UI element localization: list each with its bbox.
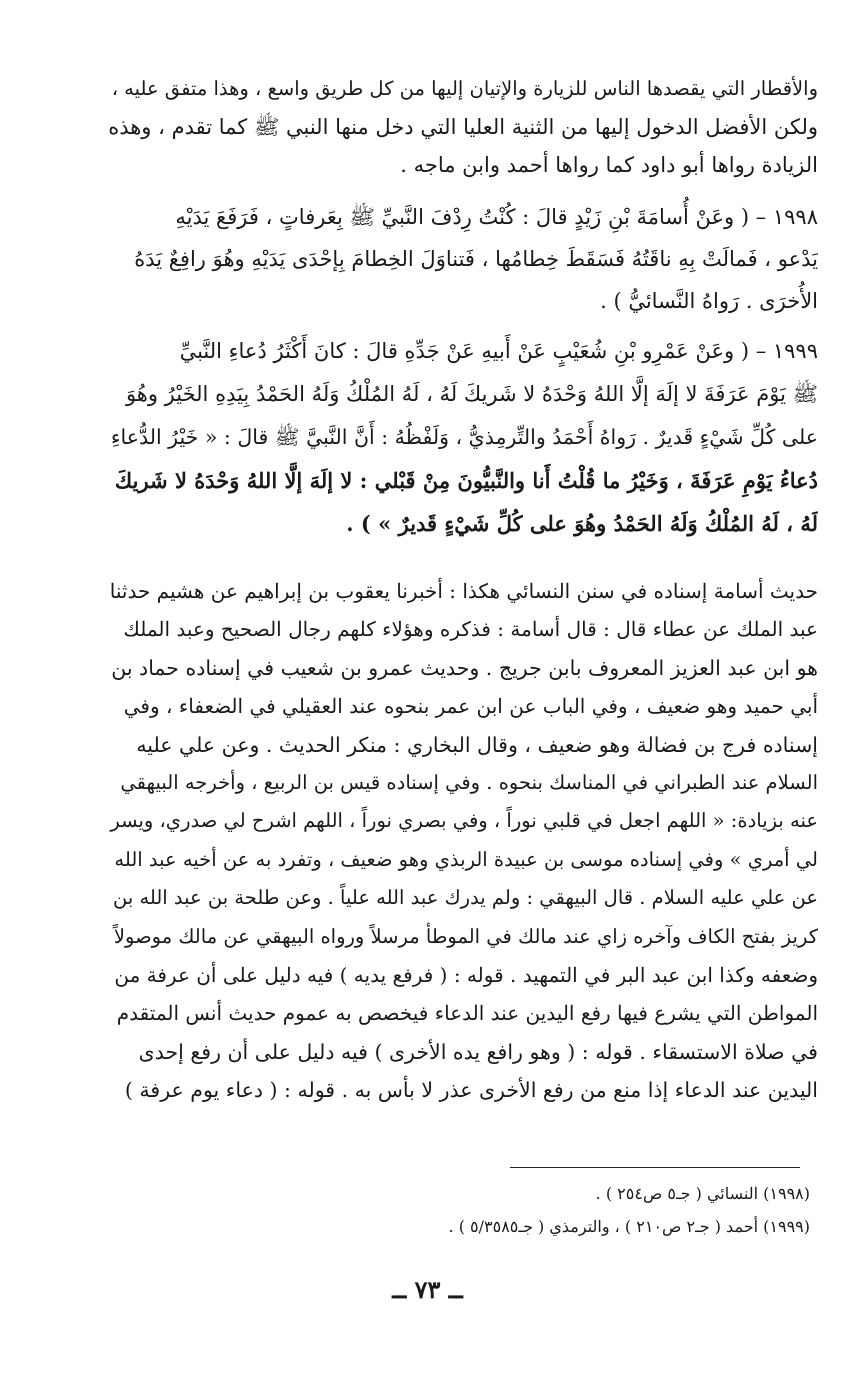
commentary-line: اليدين عند الدعاء إذا منع من رفع الأخرى عذر لا بأس به . قوله : ( دعاء يوم عرفة ) (124, 1078, 818, 1103)
commentary-line: السلام عند الطبراني في المناسك بنحوه . وفي إسناده قيس بن الربيع ، وأخرجه البيهقي (120, 770, 818, 794)
commentary-line: عبد الملك عن عطاء قال : قال أسامة : فذكره وهؤلاء كلهم رجال الصحيح وعبد الملك (123, 617, 818, 642)
commentary-line: هو ابن عبد العزيز المعروف بابن جريج . وحديث عمرو بن شعيب في إسناده حماد بن (111, 655, 818, 680)
intro-paragraph (108, 70, 818, 184)
commentary-line: كريز بفتح الكاف وآخره زاي عند مالك في الموطأ مرسلاً ورواه البيهقي عن مالك موصولاً (113, 924, 818, 948)
hadith-line: الأُخرَى . رَواهُ النَّسائيُّ ) . (600, 289, 818, 313)
hadith-line: ١٩٩٩ – ( وعَنْ عَمْرِو بْنِ شُعَيْبٍ عَنْ أَبيهِ عَنْ جَدِّهِ قالَ : كانَ أَكْثَرُ دُعاءِ النَّبيِّ (179, 339, 818, 363)
commentary-line: إسناده فرج بن فضالة وهو ضعيف ، وقال البخاري : منكر الحديث . وعن علي عليه (136, 732, 818, 757)
commentary-line: عنه بزيادة: « اللهم اجعل في قلبي نوراً ، وفي بصري نوراً ، اللهم اشرح لي صدري، ويسر (110, 809, 818, 833)
footnote: (١٩٩٩) أحمد ( جـ٢ ص٢١٠ ) ، والترمذي ( جـ٥/٣٥٨٥ ) . (448, 1217, 810, 1236)
hadith-1998 (108, 196, 818, 322)
commentary-line: لي أمري » وفي إسناده موسى بن عبيدة الربذي وهو ضعيف ، وتفرد به عن أخيه عبد الله (114, 847, 818, 871)
commentary-line: أبي حميد وهو ضعيف ، وفي الباب عن ابن عمر بنحوه عند العقيلي في الضعفاء ، وفي (123, 694, 818, 719)
hadith-line: ﷺ يَوْمَ عَرَفَةَ لا إلَهَ إلَّا اللهُ وَحْدَهُ لا شَريكَ لَهُ ، لَهُ المُلْكُ وَلَهُ الحَمْدُ بِيَدِهِ الخَيْرُ وهُوَ (125, 382, 818, 406)
commentary-line: حديث أسامة إسناده في سنن النسائي هكذا : أخبرنا يعقوب بن إبراهيم عن هشيم حدثنا (109, 579, 818, 603)
commentary-paragraph (108, 572, 818, 1109)
hadith-line: ١٩٩٨ – ( وعَنْ أُسامَةَ بْنِ زَيْدٍ قالَ : كُنْتُ رِدْفَ النَّبيِّ ﷺ بِعَرفاتٍ ، فَرَفَعَ يَدَيْهِ (175, 205, 818, 229)
commentary-line: في صلاة الاستسقاء . قوله : ( وهو رافع يده الأخرى ) فيه دليل على أن رفع إحدى (138, 1039, 818, 1064)
footnote-divider (510, 1167, 800, 1168)
text-line: الزيادة رواها أبو داود كما رواها أحمد وابن ماجه . (400, 153, 818, 177)
commentary-line: وضعفه وكذا ابن عبد البر في التمهيد . قوله : ( فرفع يديه ) فيه دليل على أن عرفة من (114, 962, 818, 987)
commentary-line: عن علي عليه السلام . قال البيهقي : ولم يدرك عبد الله علياً . وعن طلحة بن عبد الله بن (112, 886, 818, 910)
page-number: ــ ٧٣ ــ (392, 1275, 463, 1304)
hadith-1999 (108, 330, 818, 545)
hadith-line: على كُلِّ شَيْءٍ قَديرٌ . رَواهُ أَحْمَدُ والتِّرمِذيُّ ، وَلَفْظُهُ : أَنَّ النَّبيَّ ﷺ قالَ : « خَيْرُ الدُّعاءِ (110, 425, 818, 449)
hadith-line: يَدْعو ، فَمالَتْ بِهِ ناقَتُهُ فَسَقَطَ خِطامُها ، فَتناوَلَ الخِطامَ بِإحْدَى يَدَيْهِ وهُوَ رافِعٌ يَدَهُ (134, 247, 818, 271)
text-line: والأقطار التي يقصدها الناس للزيارة والإتيان إليها من كل طريق واسع ، وهذا متفق عليه ، (111, 77, 818, 100)
hadith-line: دُعاءُ يَوْمِ عَرَفَةَ ، وَخَيْرُ ما قُلْتُ أَنا والنَّبيُّونَ مِنْ قَبْلي : لا إلَهَ إلَّا اللهُ وَحْدَهُ لا شَريكَ (114, 468, 818, 493)
commentary-line: المواطن التي يشرع فيها رفع اليدين عند الدعاء فيخصص به عموم حديث أنس المتقدم (116, 1001, 818, 1026)
hadith-line: لَهُ ، لَهُ المُلْكُ وَلَهُ الحَمْدُ وهُوَ على كُلِّ شَيْءٍ قَديرٌ » ) . (346, 511, 818, 536)
footnote: (١٩٩٨) النسائي ( جـ٥ ص٢٥٤ ) . (595, 1184, 810, 1203)
text-line: ولكن الأفضل الدخول إليها من الثنية العليا التي دخل منها النبي ﷺ كما تقدم ، وهذه (108, 115, 818, 139)
